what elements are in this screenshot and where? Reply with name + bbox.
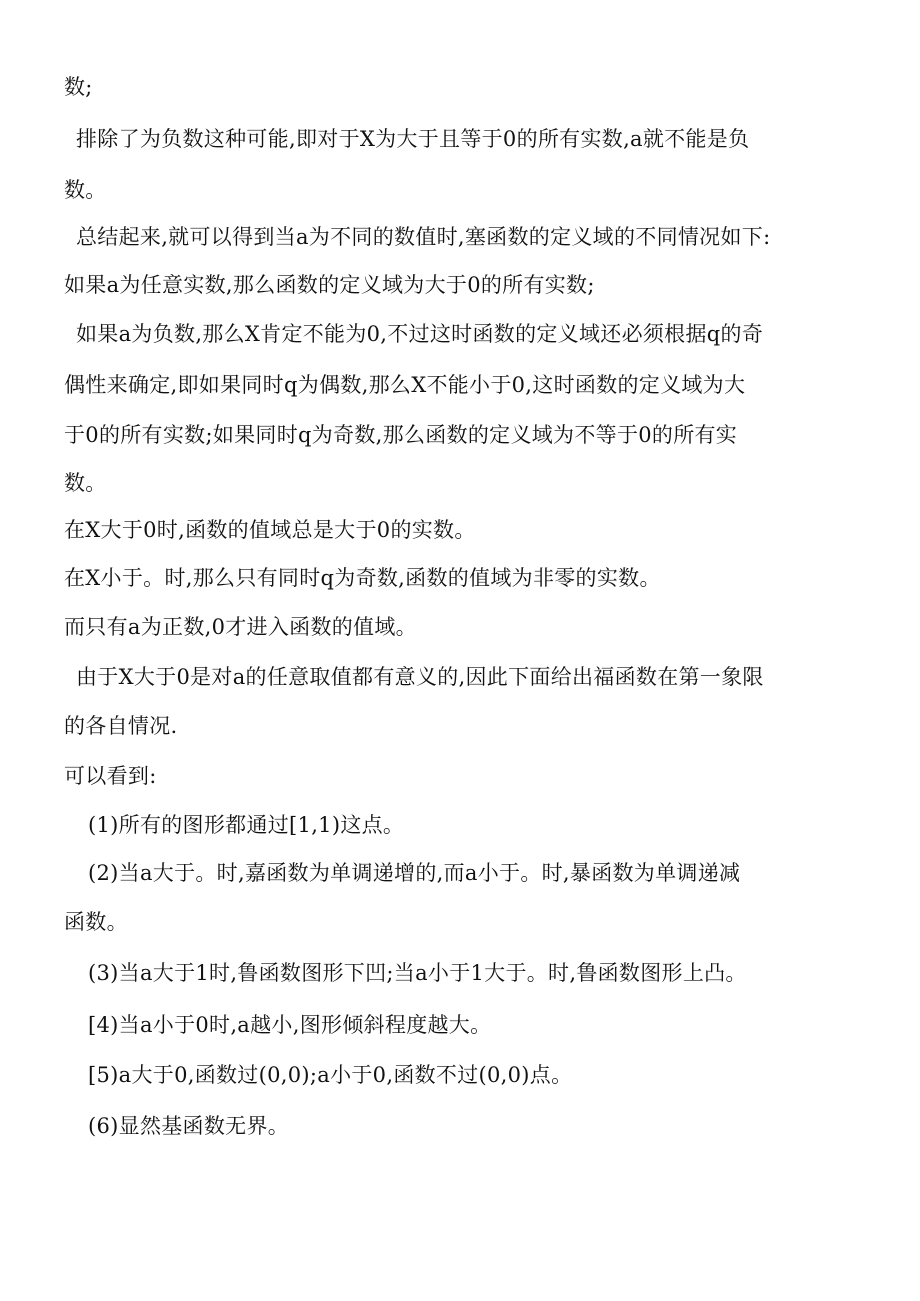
text-line-10: 在X大于0时,函数的值域总是大于0的实数。	[64, 518, 476, 542]
text-line-6: 如果a为负数,那么X肯定不能为0,不过这时函数的定义域还必须根据q的奇	[76, 322, 764, 346]
text-line-17: (2)当a大于。时,嘉函数为单调递增的,而a小于。时,暴函数为单调递减	[88, 861, 741, 885]
text-line-9: 数。	[64, 471, 107, 495]
text-line-1: 数;	[64, 75, 93, 99]
text-line-13: 由于X大于0是对a的任意取值都有意义的,因此下面给出福函数在第一象限	[76, 665, 764, 689]
text-line-11: 在X小于。时,那么只有同时q为奇数,函数的值域为非零的实数。	[64, 566, 661, 590]
text-line-14: 的各自情况.	[64, 714, 178, 738]
text-line-21: [5)a大于0,函数过(0,0);a小于0,函数不过(0,0)点。	[88, 1063, 573, 1087]
text-line-7: 偶性来确定,即如果同时q为偶数,那么X不能小于0,这时函数的定义域为大	[64, 373, 746, 397]
text-line-2: 排除了为负数这种可能,即对于X为大于且等于0的所有实数,a就不能是负	[76, 127, 750, 151]
text-line-5: 如果a为任意实数,那么函数的定义域为大于0的所有实数;	[64, 273, 595, 297]
text-line-22: (6)显然基函数无界。	[88, 1114, 290, 1138]
text-line-20: [4)当a小于0时,a越小,图形倾斜程度越大。	[88, 1013, 492, 1037]
text-line-19: (3)当a大于1时,鲁函数图形下凹;当a小于1大于。时,鲁函数图形上凸。	[88, 961, 747, 985]
text-line-8: 于0的所有实数;如果同时q为奇数,那么函数的定义域为不等于0的所有实	[64, 423, 738, 447]
text-line-4: 总结起来,就可以得到当a为不同的数值时,塞函数的定义域的不同情况如下:	[76, 225, 771, 249]
text-line-3: 数。	[64, 178, 107, 202]
text-line-12: 而只有a为正数,0才进入函数的值域。	[64, 615, 417, 639]
text-line-15: 可以看到:	[64, 764, 157, 788]
text-line-16: (1)所有的图形都通过[1,1)这点。	[88, 813, 405, 837]
text-line-18: 函数。	[64, 910, 128, 934]
